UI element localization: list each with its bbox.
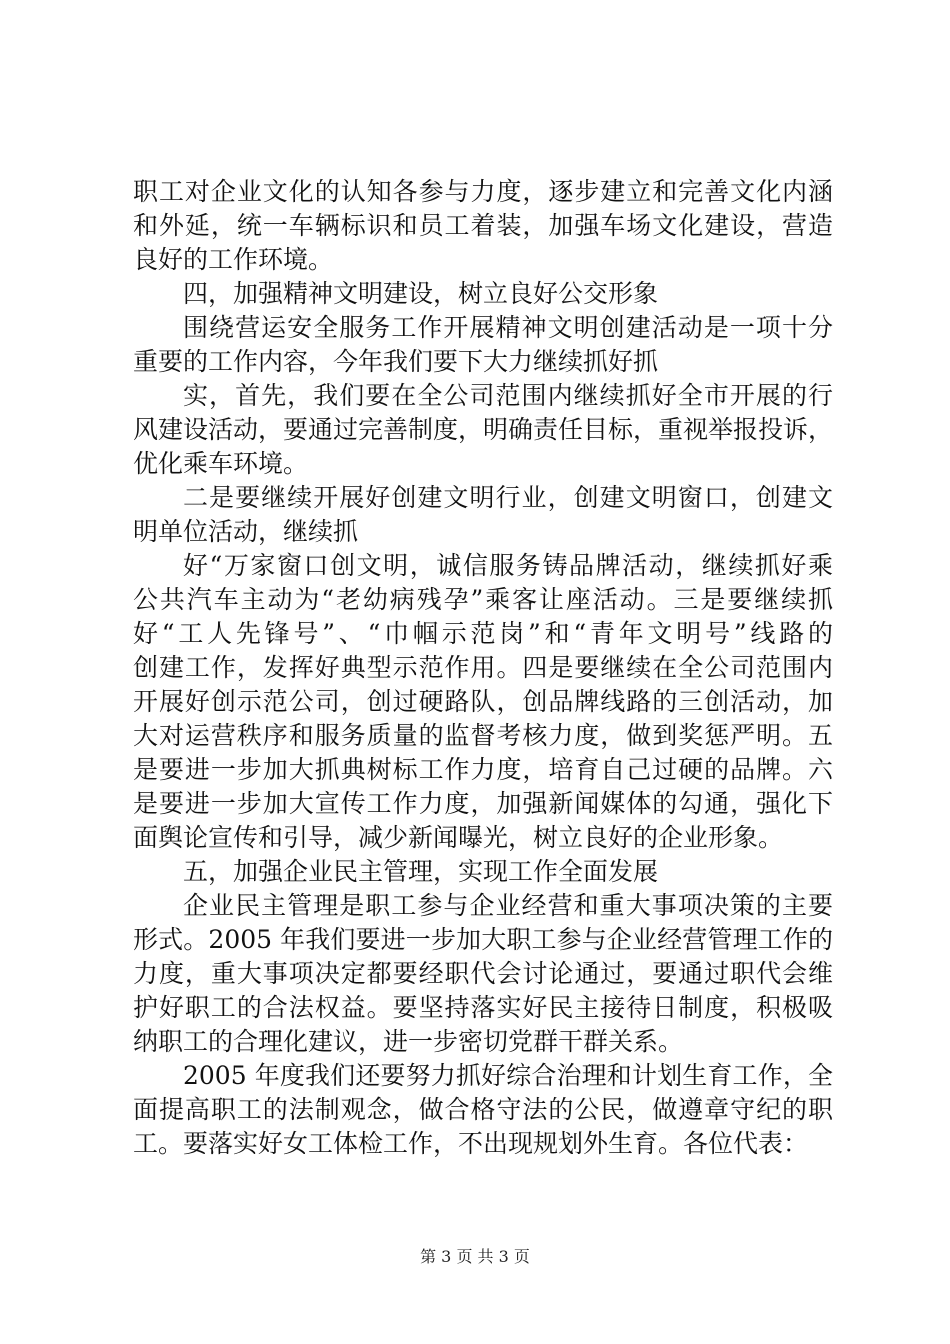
text-line: 明单位活动，继续抓 [133,517,359,546]
section-heading: 五，加强企业民主管理，实现工作全面发展 [183,857,659,886]
text-line: 工。要落实好女工体检工作，不出现规划外生育。各位代表： [133,1129,809,1158]
text-line: 是要进一步加大宣传工作力度，加强新闻媒体的勾通，强化下 [133,789,833,818]
text-line: 2005 年度我们还要努力抓好综合治理和计划生育工作，全 [183,1061,833,1090]
text-line: 好“万家窗口创文明，诚信服务铸品牌活动，继续抓好乘 [183,551,833,580]
text-line: 二是要继续开展好创建文明行业，创建文明窗口，创建文 [183,483,833,512]
text-line: 开展好创示范公司，创过硬路队，创品牌线路的三创活动，加 [133,687,833,716]
text-line: 大对运营秩序和服务质量的监督考核力度，做到奖惩严明。五 [133,721,833,750]
text-line: 是要进一步加大抓典树标工作力度，培育自己过硬的品牌。六 [133,755,833,784]
text-line: 良好的工作环境。 [133,245,334,274]
text-line: 纳职工的合理化建议，进一步密切党群干群关系。 [133,1027,684,1056]
text-line: 职工对企业文化的认知各参与力度，逐步建立和完善文化内涵 [133,177,833,206]
text-line: 护好职工的合法权益。要坚持落实好民主接待日制度，积极吸 [133,993,833,1022]
text-line: 风建设活动，要通过完善制度，明确责任目标，重视举报投诉， [133,415,833,444]
text-line: 面提高职工的法制观念，做合格守法的公民，做遵章守纪的职 [133,1095,833,1124]
text-line: 好“工人先锋号”、“巾帼示范岗”和“青年文明号”线路的 [133,619,833,648]
text-line: 和外延，统一车辆标识和员工着装，加强车场文化建设，营造 [133,211,833,240]
text-line: 重要的工作内容，今年我们要下大力继续抓好抓 [133,347,659,376]
text-line: 力度，重大事项决定都要经职代会讨论通过，要通过职代会维 [133,959,833,988]
text-line: 面舆论宣传和引导，减少新闻曝光，树立良好的企业形象。 [133,823,784,852]
text-line: 实，首先，我们要在全公司范围内继续抓好全市开展的行 [183,381,833,410]
text-line: 企业民主管理是职工参与企业经营和重大事项决策的主要 [183,891,833,920]
section-heading: 四，加强精神文明建设，树立良好公交形象 [183,279,659,308]
text-line: 公共汽车主动为“老幼病残孕”乘客让座活动。三是要继续抓 [133,585,833,614]
text-line: 创建工作，发挥好典型示范作用。四是要继续在全公司范围内 [133,653,833,682]
text-line: 围绕营运安全服务工作开展精神文明创建活动是一项十分 [183,313,833,342]
text-line: 形式。2005 年我们要进一步加大职工参与企业经营管理工作的 [133,925,833,954]
page-number-footer: 第 3 页 共 3 页 [420,1247,530,1266]
text-line: 优化乘车环境。 [133,449,309,478]
